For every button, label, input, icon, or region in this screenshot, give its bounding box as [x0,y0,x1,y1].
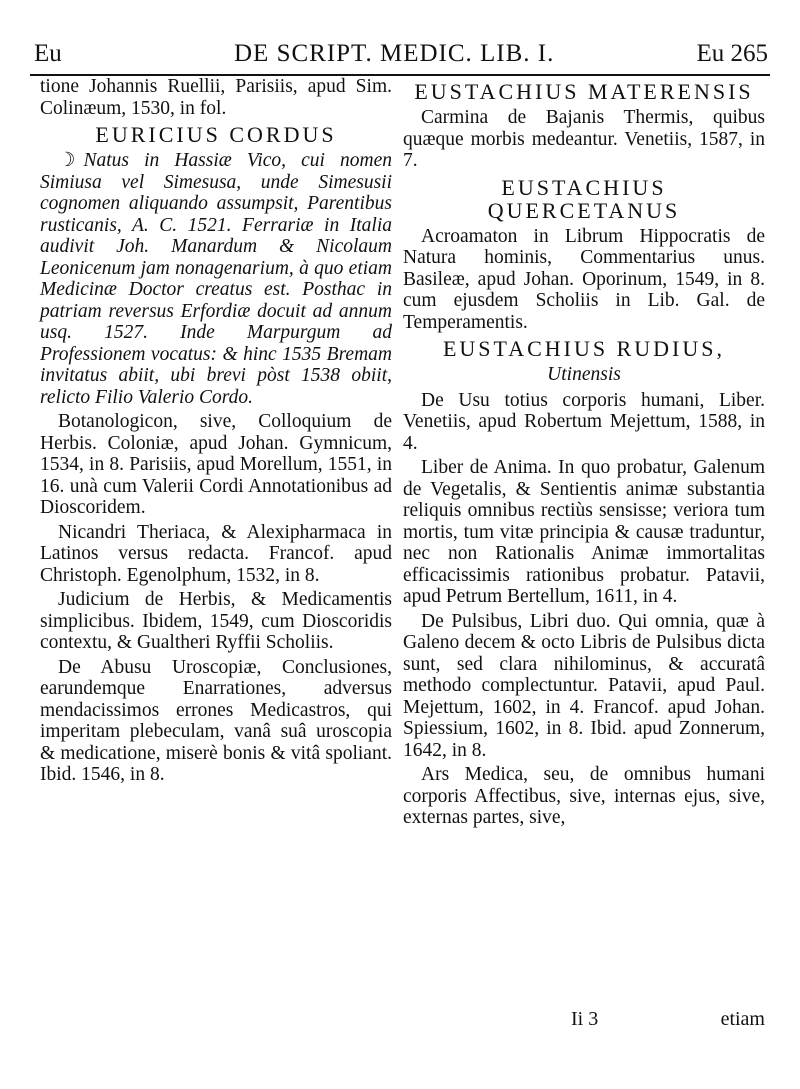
work-entry: Ars Medica, seu, de omnibus humani corporis Affectibus, sive, internas ejus, sive, externas partes, sive, [403,764,765,828]
entry-heading-eustachius-quercetanus: EUSTACHIUS QUERCETANUS [487,174,681,223]
right-column [403,76,765,832]
work-entry: Judicium de Herbis, & Medicamentis simplicibus. Ibidem, 1549, cum Dioscoridis contextu, & Gualtheri Ryffii Scholiis. [40,589,392,653]
catchword: etiam [720,1008,765,1030]
signature-mark: Ii 3 [571,1008,599,1030]
work-entry: Liber de Anima. In quo probatur, Galenum de Vegetalis, & Sentientis animæ substantia reliquis omnibus rectiùs sensisse; veriora tum mortis, tum vitæ principia & causæ traduntur, nec non Rationalis Animæ immortalitas efficacissimis rationibus probatur. Patavii, apud Petrum Bertellum, 1611, in 4. [403,457,765,607]
header-title: DE SCRIPT. MEDIC. LIB. I. [234,40,555,67]
page-footer [403,1008,765,1034]
moon-symbol-icon: ☽ [58,150,76,171]
biography-paragraph [40,150,392,408]
work-entry: Carmina de Bajanis Thermis, quibus quæque morbis medeantur. Venetiis, 1587, in 7. [403,107,765,171]
work-entry: De Usu totius corporis humani, Liber. Venetiis, apud Robertum Mejettum, 1588, in 4. [403,389,765,454]
left-column [40,76,392,789]
work-entry: Nicandri Theriaca, & Alexipharmaca in Latinos versus redacta. Francof. apud Christoph. Egenolphum, 1532, in 8. [40,521,392,586]
entry-heading-eustachius-rudius: EUSTACHIUS RUDIUS, [442,336,726,361]
work-entry: De Pulsibus, Libri duo. Qui omnia, quæ à Galeno decem & octo Libris de Pulsibus dicta sunt, sed clara nihilominus, & accuratâ methodo complectuntur. Patavii, apud Paul. Mejettum, 1602, in 4. Francof. apud Johan. Spiessium, 1602, in 8. Ibid. apud Zonnerum, 1642, in 8. [403,610,765,761]
header-left-guide: Eu [34,40,62,67]
work-entry: Acroamaton in Librum Hippocratis de Natura hominis, Commentarius unus. Basileæ, apud Johan. Oporinum, 1549, in 8. cum ejusdem Scholiis in Lib. Gal. de Temperamentis. [403,225,765,333]
work-entry: Botanologicon, sive, Colloquium de Herbis. Coloniæ, apud Johan. Gymnicum, 1534, in 8. Parisiis, apud Morellum, 1551, in 16. unà cum Valerii Cordi Annotationibus ad Dioscoridem. [40,411,392,518]
biography-text: Natus in Hassiæ Vico, cui nomen Simiusa vel Simesusa, unde Simesusii cognomen aliquando assumpsit, Parentibus rusticanis, A. C. 1521. Ferrariæ in Italia audivit Joh. Manardum & Nicolaum Leonicenum jam nonagenarium, à quo etiam Medicinæ Doctor creatus est. Posthac in patriam reversus Erfordiæ docuit ad annum usq. 1527. Inde Marpurgum ad Professionem vocatus: & hinc 1535 Bremam invitatus abiit, ubi brevi pòst 1538 obiit, relicto Filio Valerio Cordo. [40,150,392,408]
work-entry: De Abusu Uroscopiæ, Conclusiones, earundemque Enarrationes, adversus mendacissimos errones Medicastros, qui imperitam plebeculam, vanâ suâ uroscopia & medicatione, miserè bonis & vitâ spoliant. Ibid. 1546, in 8. [40,656,392,785]
entry-heading-eustachius-materensis: EUSTACHIUS MATERENSIS [414,79,754,104]
header-right-guide-page-number: Eu 265 [696,40,768,67]
running-header [34,34,768,74]
carryover-paragraph: tione Johannis Ruellii, Parisiis, apud Sim. Colinæum, 1530, in fol. [40,76,392,119]
entry-heading-euricius-cordus: EURICIUS CORDUS [95,122,337,147]
entry-subheading: Utinensis [547,364,621,385]
